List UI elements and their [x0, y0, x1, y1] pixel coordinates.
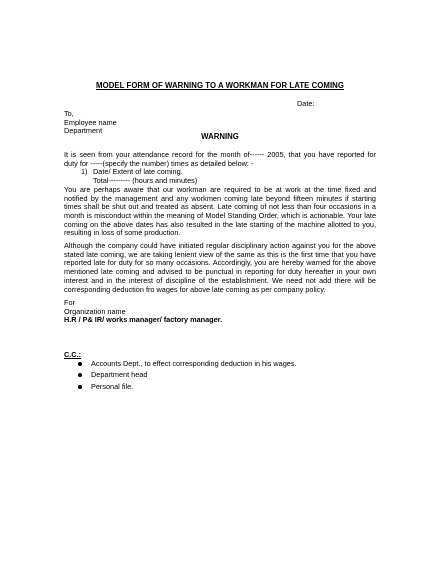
paragraph-body: You are perhaps aware that our workman are required to be at work at the time fixed and notified by the management and any workmen coming late beyond fifteen minutes if starting times shall be shut out and treated as absent. Late coming of not less than four occasions in a month is misconduct within the meaning of Model Standing Order, which is actionable. Your late coming on the above dates has also resulted in the late starting of the machine allotted to you, resulting in loss of some production. [64, 184, 376, 238]
signature-for: For [64, 298, 75, 307]
signature-signatory: H.R / P& IR/ works manager/ factory manager. [64, 315, 223, 325]
cc-item-text: Department head [91, 370, 148, 380]
bullet-icon [78, 362, 82, 366]
cc-item-text: Personal file. [91, 381, 134, 391]
cc-item-text: Accounts Dept., to effect corresponding deduction in his wages. [91, 359, 297, 368]
cc-list [76, 360, 297, 394]
address-department: Department [64, 126, 103, 136]
warning-heading: WARNING [201, 132, 239, 141]
bullet-icon [78, 385, 82, 389]
paragraph-warning: Although the company could have initiated regular disciplinary action against you for the above stated late coming, we are taking lenient view of the same as this is the first time that you have reported late for duty for so many occasions. Accordingly, you are hereby warned for the above mentioned late coming and advised to be punctual in reporting for duty hereafter in your own interest and in the interest of discipline of the establishment. We need not add there will be corresponding deduction fro wages for above late coming as per company policy. [64, 241, 376, 294]
list-item [76, 383, 297, 394]
paragraph-attendance [64, 151, 376, 238]
list-item-text: Date/ Extent of late coming. [93, 167, 183, 177]
address-employee-name: Employee name [64, 117, 117, 127]
address-to: To, [64, 109, 74, 118]
cc-heading: C.C.: [64, 350, 82, 359]
signature-organization: Organization name [64, 306, 126, 316]
list-number: 1) [81, 167, 88, 177]
date-label: Date: [297, 99, 315, 108]
document-title: MODEL FORM OF WARNING TO A WORKMAN FOR LATE COMING [96, 81, 344, 90]
total-line: Total--------- (hours and minutes) [93, 176, 198, 186]
bullet-icon [78, 373, 82, 377]
paragraph-lead: It is seen from your attendance record for the month of------ 2005, that you have reported for duty for -----(specify the number) times as detailed below: - [64, 150, 376, 168]
signature-block [64, 299, 222, 325]
